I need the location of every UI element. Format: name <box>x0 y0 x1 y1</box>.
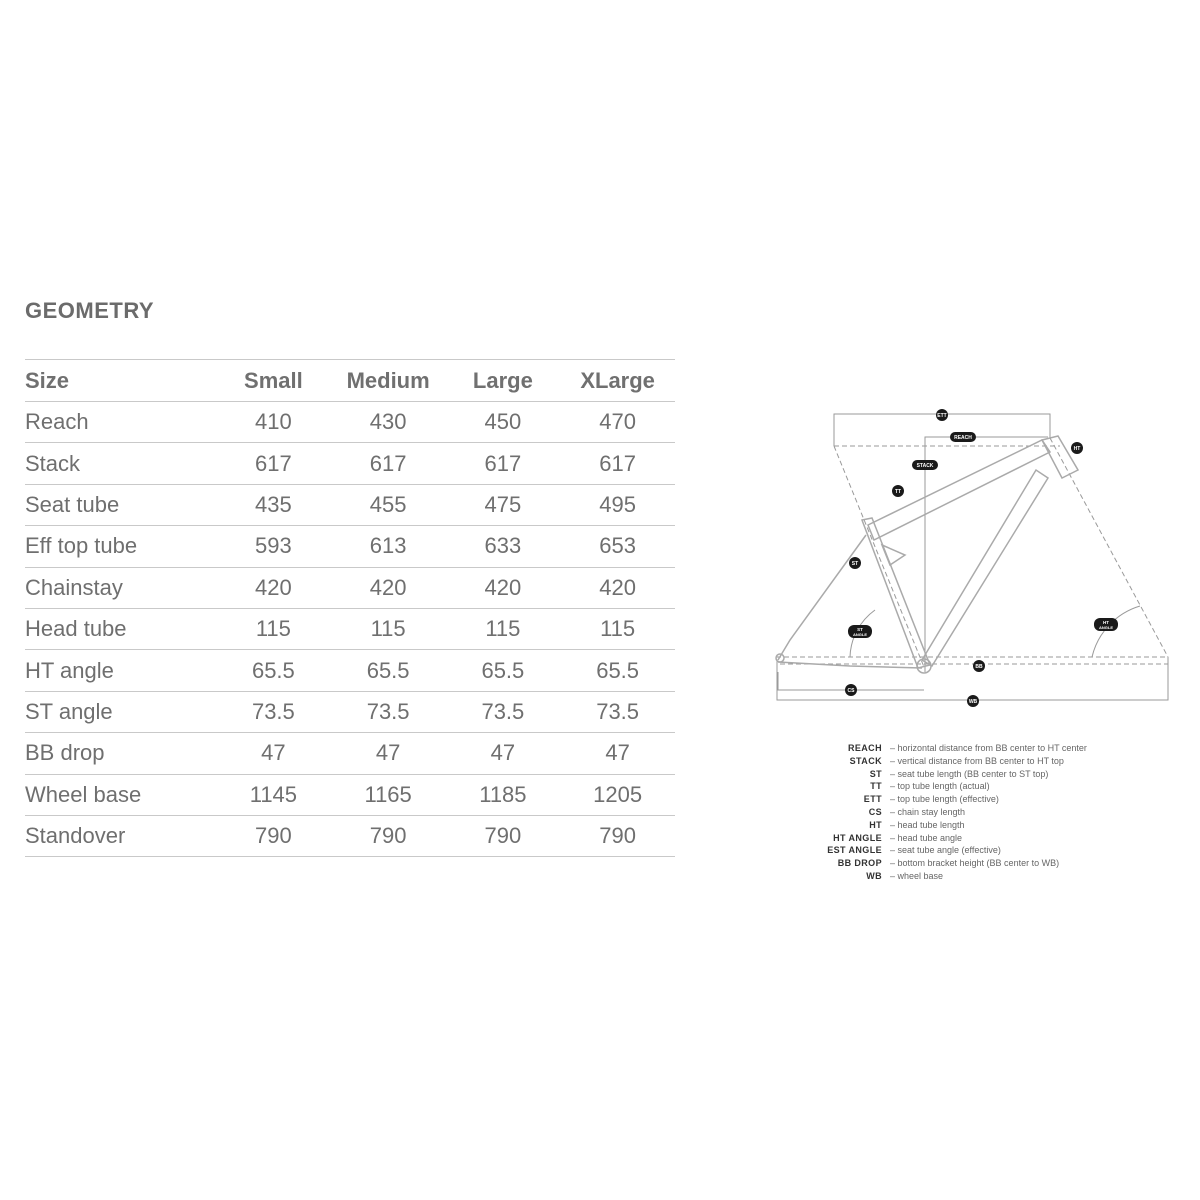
cell-value: 115 <box>331 608 446 649</box>
row-label: Seat tube <box>25 484 216 525</box>
seat-tube <box>862 518 930 668</box>
cell-value: 430 <box>331 402 446 443</box>
legend-item <box>800 832 1160 845</box>
legend-item <box>800 755 1160 768</box>
cell-value: 790 <box>331 815 446 856</box>
legend-abbr: ETT <box>863 794 882 805</box>
legend-abbr: HT <box>869 819 882 830</box>
table-row <box>25 691 675 732</box>
legend-desc: – head tube angle <box>890 832 963 843</box>
table-row <box>25 526 675 567</box>
row-label: Chainstay <box>25 567 216 608</box>
legend-item <box>800 768 1160 781</box>
svg-text:HT: HT <box>1103 620 1109 625</box>
svg-text:BB: BB <box>975 664 983 670</box>
legend-abbr: TT <box>870 781 882 792</box>
geometry-table <box>25 359 675 857</box>
table-row <box>25 815 675 856</box>
head-tube <box>1042 436 1078 478</box>
cell-value: 450 <box>446 402 561 443</box>
table-row <box>25 774 675 815</box>
cell-value: 617 <box>216 443 331 484</box>
legend-abbr: REACH <box>847 743 882 753</box>
cell-value: 617 <box>331 443 446 484</box>
svg-text:TT: TT <box>894 489 902 495</box>
table-row <box>25 567 675 608</box>
legend-abbr: BB DROP <box>837 858 882 869</box>
row-label: Head tube <box>25 608 216 649</box>
row-label: Stack <box>25 443 216 484</box>
svg-text:WB: WB <box>968 699 978 705</box>
cell-value: 420 <box>560 567 675 608</box>
legend-desc: – vertical distance from BB center to HT top <box>890 755 1064 766</box>
row-label: BB drop <box>25 733 216 774</box>
cell-value: 617 <box>560 443 675 484</box>
legend-item <box>800 793 1160 806</box>
legend-item <box>800 870 1160 883</box>
cell-value: 65.5 <box>216 650 331 691</box>
cell-value: 1165 <box>331 774 446 815</box>
cell-value: 115 <box>446 608 561 649</box>
cell-value: 613 <box>331 526 446 567</box>
legend-desc: – top tube length (actual) <box>890 781 990 792</box>
legend-abbr: ST <box>869 768 882 779</box>
cell-value: 495 <box>560 484 675 525</box>
legend-desc: – seat tube angle (effective) <box>890 845 1001 856</box>
legend-item <box>800 780 1160 793</box>
cell-value: 73.5 <box>216 691 331 732</box>
legend-item <box>800 806 1160 819</box>
cell-value: 790 <box>216 815 331 856</box>
legend-abbr: CS <box>868 806 882 817</box>
row-label: Eff top tube <box>25 526 216 567</box>
cell-value: 410 <box>216 402 331 443</box>
legend-desc: – wheel base <box>890 870 944 881</box>
svg-text:ANGLE: ANGLE <box>1099 625 1113 630</box>
reach-marker <box>950 432 976 442</box>
legend-desc: – top tube length (effective) <box>890 794 999 805</box>
svg-text:ETT: ETT <box>937 413 947 420</box>
cell-value: 1205 <box>560 774 675 815</box>
st-marker <box>849 557 861 569</box>
row-label: Wheel base <box>25 774 216 815</box>
cell-value: 115 <box>216 608 331 649</box>
legend-desc: – bottom bracket height (BB center to WB) <box>890 858 1060 869</box>
legend-item <box>800 742 1160 755</box>
ett-marker <box>936 409 948 421</box>
bb-marker <box>973 660 985 672</box>
cell-value: 790 <box>446 815 561 856</box>
stack-marker <box>912 460 938 470</box>
seat-tube-dash-line <box>834 446 924 667</box>
wb-bracket <box>777 657 1168 700</box>
cs-marker <box>845 684 857 696</box>
svg-text:REACH: REACH <box>954 435 972 441</box>
seat-stay-brace <box>882 545 905 565</box>
cell-value: 73.5 <box>331 691 446 732</box>
cell-value: 47 <box>331 733 446 774</box>
row-label: Standover <box>25 815 216 856</box>
cell-value: 1145 <box>216 774 331 815</box>
table-row <box>25 608 675 649</box>
ht-marker <box>1071 442 1083 454</box>
ht-angle-arc <box>1092 606 1140 657</box>
svg-text:ST: ST <box>851 561 859 567</box>
wb-marker <box>967 695 979 707</box>
st-angle-marker <box>848 625 872 638</box>
cell-value: 47 <box>446 733 561 774</box>
row-label: ST angle <box>25 691 216 732</box>
row-label: HT angle <box>25 650 216 691</box>
down-tube <box>922 470 1048 666</box>
cell-value: 653 <box>560 526 675 567</box>
cell-value: 633 <box>446 526 561 567</box>
legend-desc: – seat tube length (BB center to ST top) <box>890 768 1049 779</box>
cell-value: 65.5 <box>331 650 446 691</box>
cell-value: 593 <box>216 526 331 567</box>
legend-item <box>800 844 1160 857</box>
header-large: Large <box>446 360 561 402</box>
cell-value: 470 <box>560 402 675 443</box>
svg-text:STACK: STACK <box>916 463 934 469</box>
cell-value: 47 <box>560 733 675 774</box>
table-row <box>25 733 675 774</box>
legend-desc: – horizontal distance from BB center to HT center <box>890 743 1087 753</box>
legend-abbr: EST ANGLE <box>827 845 882 856</box>
legend-desc: – chain stay length <box>890 806 966 817</box>
cell-value: 73.5 <box>560 691 675 732</box>
cell-value: 420 <box>331 567 446 608</box>
cell-value: 65.5 <box>446 650 561 691</box>
svg-text:HT: HT <box>1073 446 1081 452</box>
header-size: Size <box>25 360 216 402</box>
cell-value: 420 <box>216 567 331 608</box>
tt-marker <box>892 485 904 497</box>
cell-value: 65.5 <box>560 650 675 691</box>
cell-value: 475 <box>446 484 561 525</box>
table-row <box>25 650 675 691</box>
legend-item <box>800 857 1160 870</box>
page-title: GEOMETRY <box>25 298 155 323</box>
geometry-legend <box>800 742 1160 883</box>
cell-value: 435 <box>216 484 331 525</box>
cell-value: 617 <box>446 443 561 484</box>
ht-angle-marker <box>1094 618 1118 631</box>
cell-value: 790 <box>560 815 675 856</box>
header-small: Small <box>216 360 331 402</box>
cell-value: 73.5 <box>446 691 561 732</box>
table-row <box>25 402 675 443</box>
svg-text:ST: ST <box>857 627 863 632</box>
table-header-row <box>25 360 675 402</box>
svg-text:CS: CS <box>847 688 855 694</box>
table-row <box>25 443 675 484</box>
legend-abbr: HT ANGLE <box>833 832 882 843</box>
legend-item <box>800 819 1160 832</box>
bike-geometry-diagram <box>760 400 1180 730</box>
cell-value: 47 <box>216 733 331 774</box>
row-label: Reach <box>25 402 216 443</box>
cell-value: 1185 <box>446 774 561 815</box>
cell-value: 115 <box>560 608 675 649</box>
legend-abbr: WB <box>866 870 882 881</box>
table-row <box>25 484 675 525</box>
cell-value: 420 <box>446 567 561 608</box>
chain-stay <box>778 662 922 668</box>
header-xlarge: XLarge <box>560 360 675 402</box>
cell-value: 455 <box>331 484 446 525</box>
header-medium: Medium <box>331 360 446 402</box>
legend-abbr: STACK <box>849 755 882 766</box>
svg-text:ANGLE: ANGLE <box>853 632 867 637</box>
legend-desc: – head tube length <box>890 819 965 830</box>
reach-bracket <box>925 437 1048 672</box>
